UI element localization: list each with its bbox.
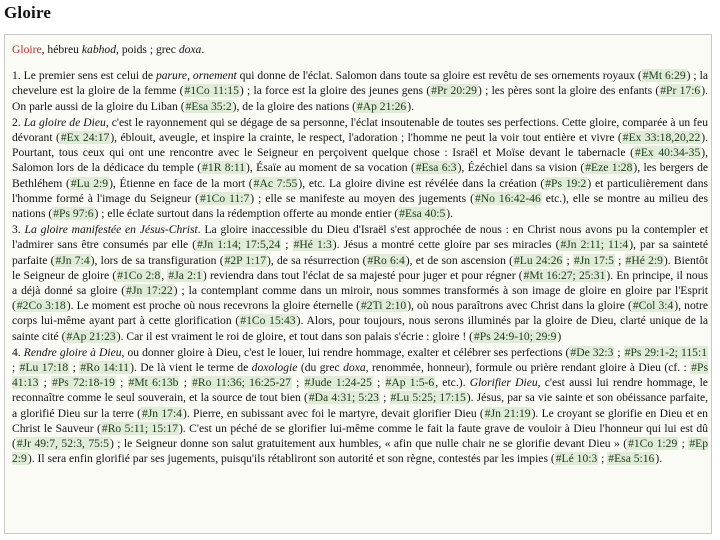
- definition-part: hébreu: [47, 43, 82, 56]
- scripture-reference-link[interactable]: #1Co 15:43: [240, 314, 296, 328]
- definition-part: kabhod: [81, 43, 117, 56]
- scripture-reference-link[interactable]: #1Co 2:8: [117, 268, 161, 282]
- scripture-reference-link[interactable]: #Col 3:4: [632, 299, 674, 313]
- scripture-reference-link[interactable]: #De 32:3: [570, 345, 614, 359]
- body-text: ) ; la contemplant comme dans un miroir, nous sommes transformés à son image de gloire en gloire par l'Esprit (: [12, 284, 709, 313]
- body-text: ), où nous paraîtrons avec Christ dans la gloire (: [407, 299, 632, 313]
- body-text: ), les bergers de Bethléhem (: [12, 161, 709, 190]
- body-text: ). C'est un péché de se glorifier lui-même comme le fait la faute grave de vouloir à Dieu l'honneur qui lui est dû (: [12, 421, 708, 451]
- body-text: ) ; elle se manifeste au moyen des jugements (: [250, 191, 474, 205]
- scripture-reference-link[interactable]: #Eze 1:28: [585, 161, 633, 175]
- scripture-reference-link[interactable]: #2Co 3:18: [16, 299, 66, 313]
- scripture-reference-link[interactable]: #Jn 17:22: [126, 284, 173, 298]
- body-text: ), etc. La gloire divine est révélée dans la création (: [298, 176, 545, 190]
- section-paragraph: [12, 115, 708, 221]
- body-text: , renommée, honneur), formule ou prière rendant gloire à Dieu (cf. :: [365, 361, 691, 375]
- scripture-reference-link[interactable]: #1Co 11:7: [200, 191, 250, 205]
- scripture-reference-link[interactable]: #Ap 1:5-6: [385, 376, 435, 390]
- body-text: ;: [12, 361, 19, 375]
- scripture-reference-link[interactable]: #Jn 17:4: [142, 406, 182, 420]
- body-text: ;: [614, 345, 624, 359]
- scripture-reference-link[interactable]: #Jn 2:11; 11:4: [560, 238, 629, 252]
- definition-part: , poids ; grec: [116, 43, 179, 56]
- headword: Gloire: [12, 43, 42, 56]
- scripture-reference-link[interactable]: #Mt 6:13b: [128, 376, 179, 390]
- body-text: ), lors de sa transfiguration (: [90, 253, 224, 267]
- scripture-reference-link[interactable]: #Ps 72:18-19: [52, 376, 115, 390]
- scripture-reference-link[interactable]: #Ac 7:55: [253, 176, 298, 190]
- body-text: ) ; la chevelure est la gloire de la femme (: [12, 69, 708, 98]
- body-text: ;: [115, 376, 128, 390]
- body-text: ).: [655, 452, 663, 466]
- scripture-reference-link[interactable]: #Esa 6:3: [415, 161, 457, 175]
- body-text: ) reviendra dans tout l'éclat de sa majesté pour juger et pour régner (: [202, 268, 523, 282]
- scripture-reference-link[interactable]: #1R 8:11: [202, 161, 245, 175]
- body-text: ) ; le Seigneur donne son salut gratuitement aux humbles, « afin que nulle chair ne se glorifie devant Dieu » (: [109, 437, 628, 451]
- body-text: ), notre corps lui-même ayant part à cette glorification (: [12, 299, 708, 328]
- scripture-reference-link[interactable]: #Ro 11:36; 16:25-27: [192, 376, 291, 390]
- scripture-reference-link[interactable]: #1Co 11:15: [184, 84, 239, 98]
- body-text: ). Jésus, par sa vie sainte et son obéissance parfaite, a glorifié Dieu sur la terre (: [12, 391, 708, 420]
- scripture-reference-link[interactable]: #Ex 40:34-35: [635, 146, 701, 160]
- scripture-reference-link[interactable]: #Lé 10:3: [555, 452, 598, 466]
- body-text: ) et particulièrement dans l'homme formé à l'image du Seigneur (: [12, 176, 709, 205]
- body-text: ;: [372, 376, 385, 390]
- scripture-reference-link[interactable]: #Ro 14:11: [80, 361, 130, 375]
- section-number: 2.: [12, 115, 21, 129]
- definition-part: .: [201, 43, 205, 56]
- scripture-reference-link[interactable]: #Ex 33:18,20,22: [622, 131, 701, 145]
- body-text: ) ; elle éclate surtout dans la rédemption offerte au monde entier (: [94, 207, 399, 221]
- body-text: , ou donner gloire à Dieu, c'est le louer, lui rendre hommage, exalter et célébrer ses perfections (: [121, 345, 570, 359]
- scripture-reference-link[interactable]: #Esa 35:2: [185, 99, 232, 113]
- scripture-reference-link[interactable]: #Jr 49:7, 52:3, 75:5: [16, 437, 109, 451]
- scripture-reference-link[interactable]: #Ps 29:1-2; 115:1: [624, 345, 707, 359]
- section-paragraph: [12, 222, 708, 344]
- body-text: ) ; la force est la gloire des jeunes gens (: [239, 84, 431, 98]
- scripture-reference-link[interactable]: #Mt 6:29: [642, 69, 686, 83]
- scripture-reference-link[interactable]: #Ja 2:1: [168, 268, 202, 282]
- scripture-reference-link[interactable]: #Ap 21:23: [66, 329, 116, 343]
- body-text: ;: [39, 376, 52, 390]
- body-text: ), éblouit, aveugle, et inspire la crainte, le respect, l'adoration ; l'homme ne peut la voir tout entière et vivre (: [110, 131, 622, 145]
- body-text: . La gloire inaccessible du Dieu d'Israël s'est approchée de nous : en Christ nous avons pu la contempler et l'admirer sans être consumés par elle (: [12, 223, 708, 252]
- body-text: ;: [291, 376, 304, 390]
- scripture-reference-link[interactable]: #Jude 1:24-25: [304, 376, 372, 390]
- body-text: ;: [678, 437, 689, 451]
- definition-part: doxa: [178, 43, 202, 56]
- scripture-reference-link[interactable]: #Pr 17:6: [660, 84, 701, 98]
- body-text: ). Pourtant, tous ceux qui ont une rencontre avec le Seigneur en perçoivent quelque chose : Israël et Moïse devant le tabernacle (: [12, 131, 709, 160]
- scripture-reference-link[interactable]: #Lu 17:18: [19, 361, 69, 375]
- scripture-reference-link[interactable]: #Hé 1:3: [293, 238, 332, 252]
- body-text: etc.), elle se montre au milieu des nations (: [12, 191, 708, 221]
- body-text: ;: [379, 391, 390, 405]
- scripture-reference-link[interactable]: #Ps 19:2: [545, 176, 587, 190]
- body-text: ). Alors, pour toujours, nous serons illuminés par la gloire de Dieu, clarté unique de la sainte cité (: [12, 314, 708, 343]
- definition-line: Gloire, hébreu kabhod, poids ; grec doxa.: [12, 43, 205, 56]
- scripture-reference-link[interactable]: #Ex 24:17: [60, 131, 110, 145]
- body-text: ), de sa résurrection (: [267, 253, 367, 267]
- emphasis-text: La gloire de Dieu: [23, 115, 106, 129]
- body-text: ), de la gloire des nations (: [232, 99, 356, 113]
- body-text: ). On parle aussi de la gloire du Liban (: [12, 84, 708, 113]
- scripture-reference-link[interactable]: #Ps 41:13: [12, 361, 708, 390]
- body-text: ). De là vient le terme de: [130, 361, 252, 375]
- scripture-reference-link[interactable]: #Jn 1:14; 17:5,24: [197, 238, 281, 252]
- scripture-reference-link[interactable]: #Lu 5:25; 17:15: [390, 391, 466, 405]
- emphasis-text: Glorifier Dieu: [469, 376, 538, 390]
- scripture-reference-link[interactable]: #Ro 6:4: [367, 253, 405, 267]
- body-text: ). Car il est vraiment le roi de gloire, et tout dans son palais s'écrie : gloire ! (: [116, 329, 473, 343]
- scripture-reference-link[interactable]: #Hé 2:9: [625, 253, 663, 267]
- body-text: (du grec: [297, 361, 344, 375]
- body-text: ): [557, 329, 562, 343]
- body-text: ;: [179, 376, 192, 390]
- body-text: , c'est aussi lui rendre hommage, le reconnaître comme le seul souverain, et la source de tout bien (: [12, 376, 708, 405]
- emphasis-text: doxologie: [251, 361, 298, 375]
- scripture-reference-link[interactable]: #Da 4:31; 5:23: [308, 391, 379, 405]
- emphasis-text: Rendre gloire à Dieu: [23, 345, 122, 359]
- scripture-reference-link[interactable]: #Ro 5:11; 15:17: [101, 421, 178, 435]
- body-text: ). Il sera enfin glorifié par ses jugements, puisqu'ils rétabliront son autorité et son règne, contestés par les impies (: [27, 452, 555, 466]
- body-text: ;: [563, 253, 573, 267]
- section-number: 4.: [12, 345, 21, 359]
- body-text: ). Jésus a montré cette gloire par ses miracles (: [332, 238, 560, 252]
- page-title: Gloire: [4, 3, 52, 22]
- scripture-reference-link[interactable]: #1Co 1:29: [628, 437, 678, 451]
- scripture-reference-link[interactable]: #Ps 24:9-10; 29:9: [473, 329, 557, 343]
- scripture-reference-link[interactable]: #Jn 17:5: [573, 253, 614, 267]
- scripture-reference-link[interactable]: #2Ti 2:10: [360, 299, 407, 313]
- scripture-reference-link[interactable]: #Ep 2:9: [12, 437, 709, 466]
- scripture-reference-link[interactable]: #Jn 7:4: [55, 253, 90, 267]
- body-text: qui donne de l'éclat. Salomon dans toute sa gloire est revêtu de ses ornements royaux (: [236, 69, 642, 83]
- body-text: ). Le moment est proche où nous recevrons la gloire éternelle (: [66, 299, 360, 313]
- section-number: 1.: [12, 69, 21, 83]
- body-text: ).: [446, 207, 454, 221]
- body-text: , etc.).: [435, 376, 470, 390]
- emphasis-text: doxa: [343, 361, 366, 375]
- body-text: ;: [614, 253, 625, 267]
- body-text: ). En principe, il nous a déjà donné sa gloire (: [12, 268, 708, 298]
- body-text: ), Ésaïe au moment de sa vocation (: [246, 161, 415, 175]
- body-text: ), par sa sainteté parfaite (: [12, 238, 709, 267]
- body-text: ). Le croyant se glorifie en Dieu et en Christ le Sauveur (: [12, 406, 708, 435]
- scripture-reference-link[interactable]: #No 16:42-46: [475, 191, 541, 205]
- body-text: , c'est le rayonnement qui se dégage de sa personne, l'éclat insoutenable de toutes ses perfections. Cette gloire, comparée à un feu dévorant (: [12, 115, 708, 145]
- scripture-reference-link[interactable]: #Ps 97:6: [53, 207, 94, 221]
- scripture-reference-link[interactable]: #Lu 24:26: [513, 253, 563, 267]
- scripture-reference-link[interactable]: #Lu 2:9: [70, 176, 109, 190]
- sections-list: [12, 68, 708, 466]
- scripture-reference-link[interactable]: #Esa 5:16: [608, 452, 655, 466]
- emphasis-text: parure, ornement: [155, 69, 237, 83]
- section-paragraph: [12, 68, 708, 114]
- body-text: ).: [407, 99, 414, 113]
- body-text: ) ; les pères sont la gloire des enfants (: [477, 84, 660, 98]
- scripture-reference-link[interactable]: #Pr 20:29: [431, 84, 477, 98]
- body-text: ;: [281, 238, 293, 252]
- body-text: ). Bientôt le Seigneur de gloire (: [12, 253, 708, 282]
- body-text: ,: [161, 268, 168, 282]
- body-text: ), et de son ascension (: [405, 253, 513, 267]
- scripture-reference-link[interactable]: #Mt 16:27; 25:31: [523, 268, 606, 282]
- emphasis-text: La gloire manifestée en Jésus-Christ: [24, 223, 198, 237]
- body-text: ;: [598, 452, 608, 466]
- scripture-reference-link[interactable]: #Jn 21:19: [484, 406, 531, 420]
- body-text: Le premier sens est celui de: [23, 69, 156, 83]
- scripture-reference-link[interactable]: #2P 1:17: [224, 253, 266, 267]
- body-text: ), Salomon lors de la dédicace du temple (: [12, 146, 709, 175]
- body-text: ), Étienne en face de la mort (: [109, 176, 253, 190]
- body-text: ;: [69, 361, 80, 375]
- article-body: [12, 42, 708, 467]
- body-text: ). Pierre, en subissant avec foi le martyre, devait glorifier Dieu (: [182, 406, 484, 420]
- body-text: ), Ézéchiel dans sa vision (: [457, 161, 585, 175]
- scripture-reference-link[interactable]: #Esa 40:5: [399, 207, 446, 221]
- section-paragraph: [12, 345, 708, 467]
- section-number: 3.: [12, 223, 21, 237]
- scripture-reference-link[interactable]: #Ap 21:26: [356, 99, 407, 113]
